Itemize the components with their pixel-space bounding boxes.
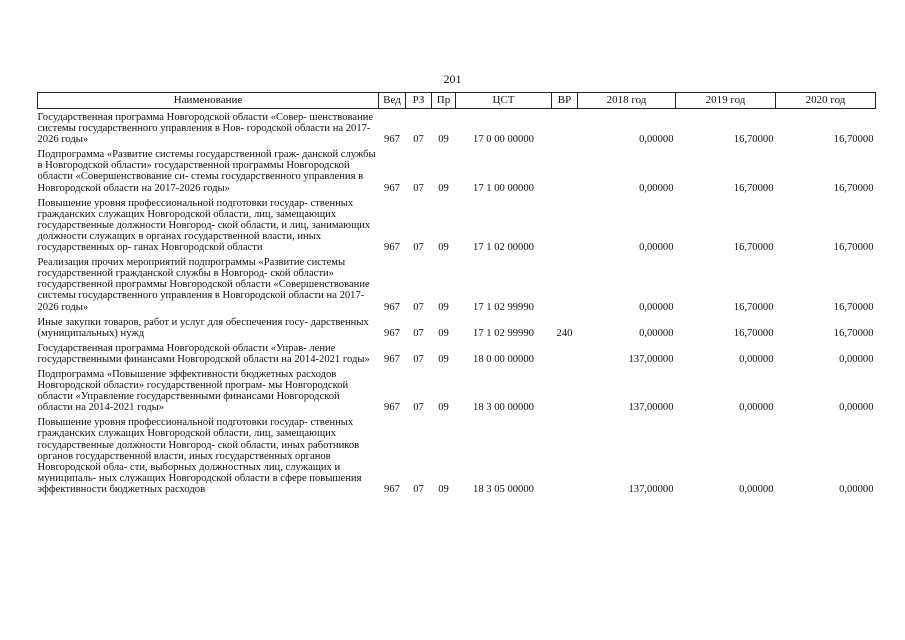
row-2020: 16,70000 xyxy=(833,242,874,254)
row-cst: 18 0 00 00000 xyxy=(473,353,534,365)
row-rz: 07 xyxy=(413,301,424,313)
row-2019: 16,70000 xyxy=(733,327,774,339)
row-rz: 07 xyxy=(413,327,424,339)
row-cst: 17 1 02 00000 xyxy=(473,242,534,254)
row-2020: 0,00000 xyxy=(839,483,874,495)
row-2019: 0,00000 xyxy=(739,402,774,414)
row-pr: 09 xyxy=(438,182,449,194)
col-header-name: Наименование xyxy=(38,93,379,109)
row-pr: 09 xyxy=(438,327,449,339)
row-2018: 0,00000 xyxy=(639,182,674,194)
row-pr: 09 xyxy=(438,483,449,495)
row-cst: 17 1 00 00000 xyxy=(473,182,534,194)
row-vr xyxy=(552,414,578,496)
row-2019: 16,70000 xyxy=(733,134,774,146)
table-header-row xyxy=(38,93,876,109)
row-2020: 16,70000 xyxy=(833,327,874,339)
row-vr xyxy=(552,340,578,366)
row-pr: 09 xyxy=(438,402,449,414)
row-rz: 07 xyxy=(413,242,424,254)
row-ved: 967 xyxy=(384,301,400,313)
row-2018: 0,00000 xyxy=(639,242,674,254)
row-2019: 16,70000 xyxy=(733,182,774,194)
row-rz: 07 xyxy=(413,353,424,365)
row-2018: 137,00000 xyxy=(628,353,674,365)
col-header-ved: Вед xyxy=(379,93,406,109)
row-cst: 17 1 02 99990 xyxy=(473,327,534,339)
page-number: 201 xyxy=(443,72,462,86)
row-vr: 240 xyxy=(556,327,573,339)
row-name: Подпрограмма «Повышение эффективности бюджетных расходов Новгородской области» государственной програм- мы Новгородской области «Управление государственными финансами Новгородской области на 2014-2021 годы» xyxy=(37,368,349,414)
row-ved: 967 xyxy=(384,483,400,495)
row-ved: 967 xyxy=(384,134,400,146)
row-vr xyxy=(552,254,578,313)
row-name: Государственная программа Новгородской области «Совер- шенствование системы государственного управления в Нов- городской области на 2017-2026 годы» xyxy=(37,112,374,146)
row-cst: 17 0 00 00000 xyxy=(473,134,534,146)
col-header-2018: 2018 год xyxy=(578,93,676,109)
row-ved: 967 xyxy=(384,242,400,254)
row-name: Государственная программа Новгородской области «Управ- ление государственными финансами Новгородской области на 2014-2021 годы» xyxy=(37,342,370,365)
row-2020: 16,70000 xyxy=(833,182,874,194)
table-row xyxy=(38,109,876,147)
col-header-2020: 2020 год xyxy=(776,93,876,109)
row-2018: 0,00000 xyxy=(639,134,674,146)
table-row xyxy=(38,414,876,496)
row-vr xyxy=(552,195,578,254)
table-row xyxy=(38,314,876,340)
row-pr: 09 xyxy=(438,134,449,146)
row-rz: 07 xyxy=(413,483,424,495)
row-name: Реализация прочих мероприятий подпрограммы «Развитие системы государственной гражданской службы в Новгород- ской области» государственной программы Новгородской области «Совершенствование системы государственного управления в Новгородской области на 2017-2026 годы» xyxy=(37,257,370,313)
col-header-pr: Пр xyxy=(432,93,456,109)
table-row xyxy=(38,340,876,366)
row-2019: 16,70000 xyxy=(733,301,774,313)
table-row xyxy=(38,254,876,313)
col-header-rz: РЗ xyxy=(406,93,432,109)
table-row xyxy=(38,146,876,194)
row-2020: 0,00000 xyxy=(839,353,874,365)
row-pr: 09 xyxy=(438,301,449,313)
row-2019: 0,00000 xyxy=(739,353,774,365)
row-rz: 07 xyxy=(413,134,424,146)
row-vr xyxy=(552,366,578,414)
row-2020: 16,70000 xyxy=(833,301,874,313)
row-2018: 137,00000 xyxy=(628,402,674,414)
row-2018: 0,00000 xyxy=(639,327,674,339)
row-2020: 16,70000 xyxy=(833,134,874,146)
row-name: Повышение уровня профессиональной подготовки государ- ственных гражданских служащих Новгородской области, лиц, замещающих государственные должности Новгород- ской области, иных работников органов государственной власти, иных государственных органов Новгородской обла- сти, выборных должностных лиц, служащих и муниципаль- ных служащих Новгородской области в сфере повышения эффективности бюджетных расходов xyxy=(37,417,362,495)
table-row xyxy=(38,195,876,254)
row-name: Подпрограмма «Развитие системы государственной граж- данской службы в Новгородской области» государственной программы Новгородской области «Совершенствование си- стемы государственного управления в Новгородской области на 2017-2026 годы» xyxy=(37,149,376,194)
row-vr xyxy=(552,109,578,147)
row-2018: 137,00000 xyxy=(628,483,674,495)
row-2019: 0,00000 xyxy=(739,483,774,495)
row-2019: 16,70000 xyxy=(733,242,774,254)
col-header-vr: ВР xyxy=(552,93,578,109)
row-ved: 967 xyxy=(384,402,400,414)
row-ved: 967 xyxy=(384,182,400,194)
row-cst: 18 3 00 00000 xyxy=(473,402,534,414)
row-name: Повышение уровня профессиональной подготовки государ- ственных гражданских служащих Новгородской области, лиц, замещающих государственные должности Новгород- ской области, и лиц, занимающих должности служащих в органах государственной власти, иных государственных ор- ганах Новгородской области xyxy=(37,197,371,254)
row-pr: 09 xyxy=(438,353,449,365)
row-cst: 18 3 05 00000 xyxy=(473,483,534,495)
row-2020: 0,00000 xyxy=(839,402,874,414)
col-header-cst: ЦСТ xyxy=(456,93,552,109)
row-ved: 967 xyxy=(384,327,400,339)
row-pr: 09 xyxy=(438,242,449,254)
row-ved: 967 xyxy=(384,353,400,365)
row-rz: 07 xyxy=(413,402,424,414)
row-vr xyxy=(552,146,578,194)
row-2018: 0,00000 xyxy=(639,301,674,313)
table-row xyxy=(38,366,876,414)
row-cst: 17 1 02 99990 xyxy=(473,301,534,313)
row-name: Иные закупки товаров, работ и услуг для обеспечения госу- дарственных (муниципальных) нужд xyxy=(37,316,369,339)
row-rz: 07 xyxy=(413,182,424,194)
col-header-2019: 2019 год xyxy=(676,93,776,109)
budget-table xyxy=(37,92,876,496)
